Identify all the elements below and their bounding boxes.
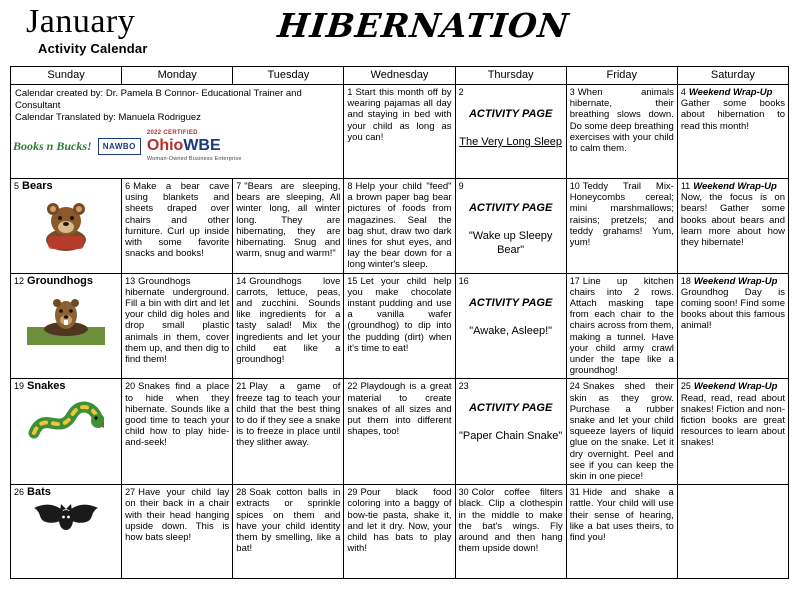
calendar-week-row [11,485,789,579]
nawbo-logo: NAWBO [98,138,141,155]
page-title: January [26,3,136,40]
calendar-week-row [11,273,789,379]
day-number: 7 [236,181,242,191]
weekend-wrapup-label: Weekend Wrap-Up [688,87,773,98]
day-text: "Bears are sleeping, bears are sleeping, All winter long, all winter long. They are hibernating, they are hibernating. Snug and warm, snug and warm!" [236,181,341,260]
theme-label: Snakes [27,380,66,393]
day-number: 13 [125,275,136,286]
day-text: Read, read, read about snakes! Fiction and non-fiction books are great resources to learn about snakes! [680,392,785,449]
weekday-header-saturday: Saturday [677,67,788,85]
calendar-day-1 [344,85,455,179]
day-number: 16 [458,275,469,286]
day-number: 30 [458,487,469,498]
day-number: 21 [236,381,247,392]
calendar-day-15 [344,273,455,379]
calendar-week-row [11,379,789,485]
calendar-day-20 [122,379,233,485]
calendar-day-23 [455,379,566,485]
bear-illustration [11,194,121,252]
day-number: 25 [680,381,691,392]
page-header [10,4,789,66]
calendar-day-4 [677,85,788,179]
calendar-day-27 [122,485,233,579]
weekday-header-friday: Friday [566,67,677,85]
calendar-day-6 [122,179,233,274]
activity-calendar-table [10,66,789,579]
calendar-day-3 [566,85,677,179]
day-number: 15 [347,275,358,286]
day-number: 4 [680,87,686,97]
day-number: 14 [236,275,247,286]
day-number: 24 [569,381,580,392]
day-number: 6 [125,181,131,191]
day-text: Groundhogs love carrots, lettuce, peas, and zucchini. Sounds like ingredients for a tasty salad! Mix the ingredients and let your child eat like a groundhog! [236,275,341,366]
day-number: 1 [347,87,353,97]
theme-label: Bears [22,180,53,192]
day-text: Start this month off by wearing pajamas all day and staying in bed with your child as long as you can! [347,87,452,143]
credit-line-1: Calendar created by: Dr. Pamela B Connor- Educational Trainer and Consultant [15,88,302,111]
day-text: Snakes find a place to hide when they hibernate. Sounds like a good time to teach your child how to play hide-and-seek! [125,381,230,449]
calendar-day-14 [233,273,344,379]
day-text: Snakes shed their skin as they grow. Purchase a rubber snake and let your child squeeze layers of liquid glue on the snake. Let it dry overnight. Peel and see if you can keep the skin in one piece! [569,381,674,483]
day-text: Now, the focus is on bears! Gather some books about bears and learn more about how they hibernate! [680,192,785,249]
day-number: 3 [569,87,575,97]
theme-cell-bears [11,179,122,274]
weekday-header-wednesday: Wednesday [344,67,455,85]
weekday-header-thursday: Thursday [455,67,566,85]
day-number: 31 [569,487,580,498]
activity-page-name: "Awake, Asleep!" [469,324,553,337]
theme-label: Groundhogs [27,274,94,287]
banner-title: HIBERNATION [275,6,572,45]
credit-line-2: Calendar Translated by: Manuela Rodriguez [15,112,201,123]
calendar-day-18 [677,273,788,379]
activity-page-label: ACTIVITY PAGE [468,202,553,214]
day-number: 18 [680,275,691,286]
weekday-header-row [11,67,789,85]
calendar-day-9 [455,179,566,274]
day-number: 17 [569,275,580,286]
activity-page-name: "Paper Chain Snake" [459,430,563,443]
calendar-day-25 [677,379,788,485]
calendar-day-10 [566,179,677,274]
day-text: Pour black food coloring into a baggy of bow-tie pasta, shake it, and let it dry. Now, your child has bats to play with! [347,487,452,555]
day-number: 28 [236,487,247,498]
day-text: Playdough is a great material to create snakes of all sizes and put them into different shapes, too! [347,381,452,438]
activity-page-label: ACTIVITY PAGE [468,296,553,309]
day-number: 29 [347,487,358,498]
weekend-wrapup-label: Weekend Wrap-Up [693,381,778,393]
day-number: 10 [569,181,580,191]
day-text: Have your child lay on their back in a chair with their head hanging upside down. This is how bats sleep! [125,487,230,544]
day-number: 22 [347,381,358,392]
day-number: 5 [14,181,20,191]
ohio-sub-label: Woman-Owned Business Enterprise [146,156,242,162]
day-number: 27 [125,487,136,498]
ohio-wbe-logo [147,128,242,164]
credit-cell [11,85,344,179]
page-subtitle: Activity Calendar [38,41,148,56]
groundhog-illustration [11,289,121,345]
weekend-wrapup-label: Weekend Wrap-Up [693,181,777,192]
day-text: Soak cotton balls in extracts or sprinkle spices on them and have your child identity them by smelling, like a bat! [236,487,341,555]
day-number: 12 [14,275,25,286]
day-text: Play a game of freeze tag to teach your child that the best thing to do if they see a snake is to freeze in place until they slither away. [236,381,341,449]
day-number: 26 [14,487,25,498]
day-text: Hide and shake a rattle. Your child will use their sense of hearing, like a bat uses theirs, to find you! [569,487,674,544]
ohio-label: Ohio [146,137,184,154]
ohio-cert-label: 2022 CERTIFIED [146,130,198,136]
calendar-day-empty [677,485,788,579]
theme-label: Bats [27,486,51,499]
weekday-header-tuesday: Tuesday [233,67,344,85]
day-number: 23 [458,381,469,392]
wbe-label: WBE [183,137,221,154]
day-number: 9 [458,181,464,191]
day-text: Gather some books about hibernation to read this month! [680,98,785,132]
day-text: Line up kitchen chairs into 2 rows. Attach masking tape from each chair to the chairs across from them, making a tunnel. Have your child army crawl under the tape like a groundhog! [569,275,674,377]
day-text: Make a bear cave using blankets and sheets draped over chairs and other furniture. Curl up inside with some favorite snacks and books! [125,181,230,260]
day-text: Groundhog Day is coming soon! Find some books about this famous animal! [680,286,785,332]
calendar-week-row [11,85,789,179]
weekday-header-sunday: Sunday [11,67,122,85]
calendar-day-16 [455,273,566,379]
bat-illustration [11,500,121,546]
calendar-day-8 [344,179,455,274]
calendar-day-7 [233,179,344,274]
activity-page-label: ACTIVITY PAGE [468,108,553,120]
day-text: Teddy Trail Mix- Honeycombs cereal; mini marshmallows; raisins; pretzels; and teddy grahams! Yum, yum! [569,181,674,249]
calendar-day-22 [344,379,455,485]
weekday-header-monday: Monday [122,67,233,85]
theme-cell-snakes [11,379,122,485]
calendar-day-29 [344,485,455,579]
snake-illustration [11,395,121,443]
calendar-day-28 [233,485,344,579]
day-number: 19 [14,381,25,392]
activity-page-label: ACTIVITY PAGE [468,402,553,415]
calendar-day-30 [455,485,566,579]
calendar-week-row [11,179,789,274]
day-text: Let your child help you make chocolate instant pudding and use a vanilla wafer (groundhog) to dip into the pudding (dirt) when it's time to eat! [347,275,452,354]
day-number: 11 [680,181,691,191]
day-text: Groundhogs hibernate underground. Fill a bin with dirt and let your child dig holes and drop small plastic animals in them, cover them up, and then dig to find them! [125,275,230,366]
calendar-day-2 [455,85,566,179]
logo-row [11,128,343,164]
calendar-day-11 [677,179,788,274]
books-n-bucks-logo: Books n Bucks! [13,139,92,153]
calendar-day-31 [566,485,677,579]
weekend-wrapup-label: Weekend Wrap-Up [693,275,778,287]
calendar-day-24 [566,379,677,485]
day-number: 8 [347,181,353,191]
calendar-day-13 [122,273,233,379]
day-number: 2 [458,87,464,97]
activity-page-name: The Very Long Sleep [459,136,562,148]
calendar-day-21 [233,379,344,485]
theme-cell-groundhogs [11,273,122,379]
day-text: Color coffee filters black. Clip a clothespin in the middle to make the bat's wings. Fly around and then hang them upside down! [458,487,563,555]
day-text: When animals hibernate, their breathing slows down. Do some deep breathing exercises with your child to calm them. [569,87,674,155]
day-number: 20 [125,381,136,392]
activity-page-name: "Wake up Sleepy Bear" [468,230,553,256]
theme-cell-bats [11,485,122,579]
calendar-day-17 [566,273,677,379]
day-text: Help your child "feed" a brown paper bag bear pictures of foods from magazines. Seal the bag shut, draw two dark lines for shut eyes, and lay the bear down for a long winter's sleep. [347,181,452,271]
